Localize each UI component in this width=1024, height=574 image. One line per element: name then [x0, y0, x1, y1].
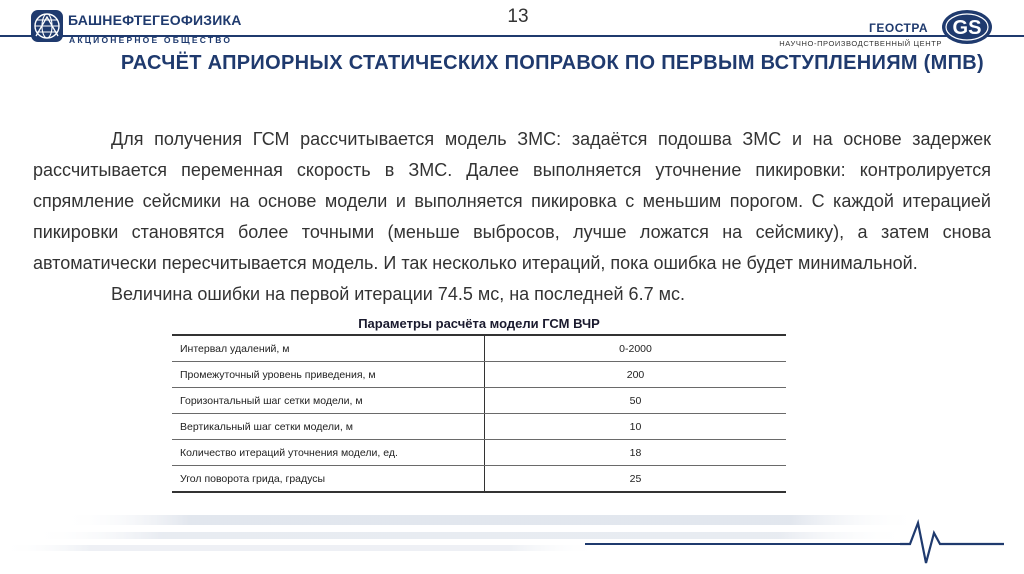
param-name: Интервал удалений, м [172, 335, 485, 362]
param-value: 18 [485, 440, 787, 466]
param-name: Горизонтальный шаг сетки модели, м [172, 388, 485, 414]
param-value: 200 [485, 362, 787, 388]
company-subtitle-right: НАУЧНО-ПРОИЗВОДСТВЕННЫЙ ЦЕНТР [779, 39, 942, 48]
table-row [172, 388, 786, 414]
paragraph-1: Для получения ГСМ рассчитывается модель ЗМС: задаётся подошва ЗМС и на основе задержек рассчитывается переменная скорость в ЗМС. Далее выполняется уточнение пикировки: контролируется спрямление сейсмики на основе модели и выполняется пикировка с меньшим порогом. С каждой итерацией пикировки становятся более точными (меньше выбросов, лучше ложатся на сейсмику), а затем снова автоматически пересчитывается модель. И так несколько итераций, пока ошибка не будет минимальной. [33, 129, 991, 273]
company-name-left: БАШНЕФТЕГЕОФИЗИКА [68, 12, 242, 28]
param-value: 0-2000 [485, 335, 787, 362]
param-name: Количество итераций уточнения модели, ед. [172, 440, 485, 466]
param-value: 25 [485, 466, 787, 493]
footer-band-upper [60, 515, 920, 525]
gs-logo-icon [940, 8, 994, 46]
slide-title: РАСЧЁТ АПРИОРНЫХ СТАТИЧЕСКИХ ПОПРАВОК ПО ПЕРВЫМ ВСТУПЛЕНИЯМ (МПВ) [120, 52, 984, 74]
table-row [172, 440, 786, 466]
globe-grid-icon [30, 9, 64, 43]
footer-band-lower [30, 532, 910, 539]
param-value: 50 [485, 388, 787, 414]
bashneftegeofizika-logo [30, 9, 280, 53]
param-name: Вертикальный шаг сетки модели, м [172, 414, 485, 440]
company-name-right: ГЕОСТРА [869, 21, 928, 35]
table-row [172, 335, 786, 362]
parameters-table [172, 334, 786, 493]
footer-band-bottom [0, 545, 600, 551]
geostra-logo [770, 8, 1010, 48]
footer-decoration [0, 505, 1024, 574]
param-name: Промежуточный уровень приведения, м [172, 362, 485, 388]
table-row [172, 414, 786, 440]
seismic-wave-icon [900, 523, 1004, 563]
param-name: Угол поворота грида, градусы [172, 466, 485, 493]
page-number: 13 [507, 6, 529, 27]
param-value: 10 [485, 414, 787, 440]
table-row [172, 362, 786, 388]
paragraph-2: Величина ошибки на первой итерации 74.5 мс, на последней 6.7 мс. [111, 284, 685, 304]
table-title: Параметры расчёта модели ГСМ ВЧР [358, 316, 600, 331]
company-subtitle-left: АКЦИОНЕРНОЕ ОБЩЕСТВО [69, 35, 233, 45]
gs-logo-text: GS [952, 17, 982, 39]
table-row [172, 466, 786, 493]
body-text [33, 124, 991, 310]
